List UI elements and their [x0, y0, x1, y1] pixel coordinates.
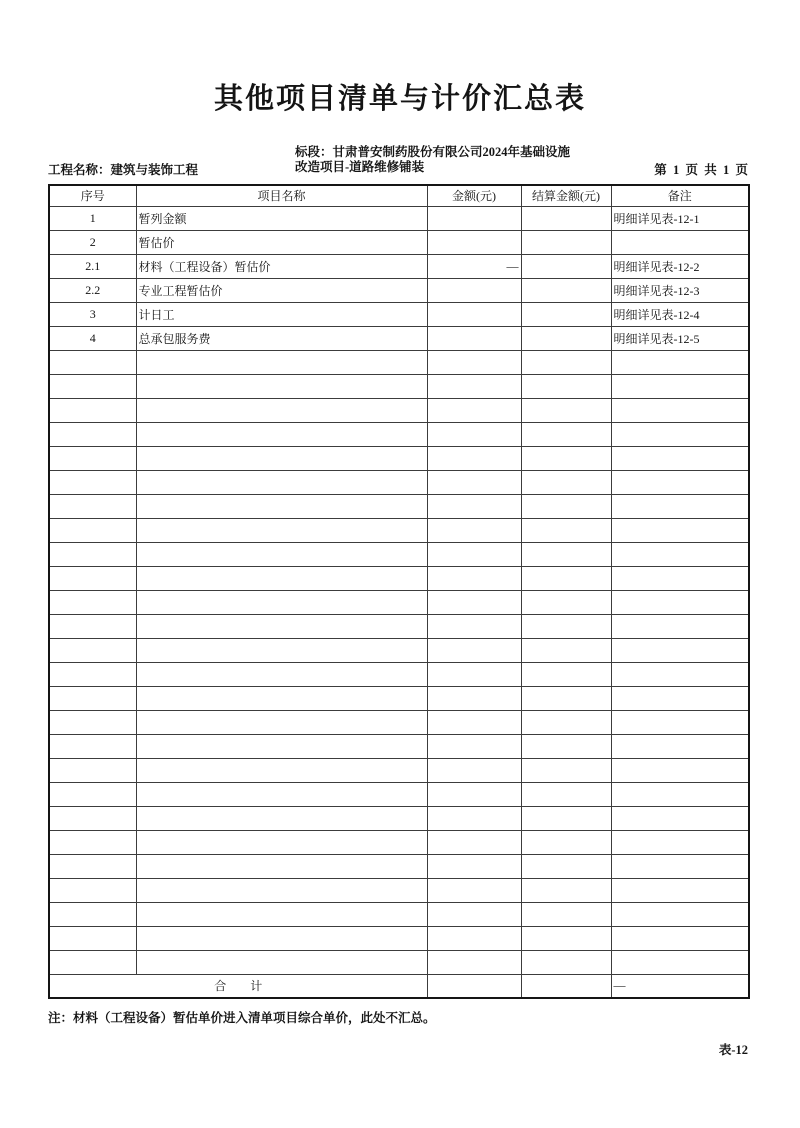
total-settlement-cell: [521, 974, 611, 998]
cell-remark: [611, 566, 749, 590]
table-row: [49, 566, 749, 590]
cell-settlement: [521, 326, 611, 350]
cell-seq: [49, 902, 136, 926]
cell-seq: [49, 830, 136, 854]
cell-item-name: [136, 470, 427, 494]
cell-settlement: [521, 206, 611, 230]
cell-item-name: 总承包服务费: [136, 326, 427, 350]
cell-item-name: [136, 494, 427, 518]
cell-item-name: 计日工: [136, 302, 427, 326]
cell-item-name: [136, 806, 427, 830]
cell-remark: [611, 494, 749, 518]
table-row: [49, 806, 749, 830]
cell-settlement: [521, 614, 611, 638]
cell-settlement: [521, 374, 611, 398]
table-row: [49, 254, 749, 278]
cell-remark: [611, 926, 749, 950]
cell-remark: [611, 422, 749, 446]
cell-settlement: [521, 518, 611, 542]
cell-item-name: [136, 710, 427, 734]
cell-settlement: [521, 686, 611, 710]
cell-seq: 2.2: [49, 278, 136, 302]
cell-seq: [49, 926, 136, 950]
cell-remark: [611, 902, 749, 926]
cell-remark: [611, 782, 749, 806]
table-row: [49, 542, 749, 566]
section-line-1: 标段：甘肃普安制药股份有限公司2024年基础设施: [295, 145, 571, 159]
summary-table-body: [49, 206, 749, 974]
cell-item-name: [136, 950, 427, 974]
cell-amount: [427, 734, 521, 758]
table-row: [49, 710, 749, 734]
cell-amount: [427, 422, 521, 446]
header-cell-item-name: 项目名称: [136, 185, 427, 206]
cell-item-name: [136, 542, 427, 566]
table-row: [49, 206, 749, 230]
total-remark-cell: —: [611, 974, 749, 998]
cell-remark: [611, 446, 749, 470]
cell-settlement: [521, 566, 611, 590]
table-row: [49, 422, 749, 446]
form-code: 表-12: [718, 1043, 748, 1057]
table-row: [49, 662, 749, 686]
table-row: [49, 686, 749, 710]
cell-seq: [49, 542, 136, 566]
total-label-cell: 合 计: [49, 974, 427, 998]
cell-amount: [427, 902, 521, 926]
cell-amount: [427, 494, 521, 518]
cell-amount: —: [427, 254, 521, 278]
cell-amount: [427, 662, 521, 686]
cell-amount: [427, 638, 521, 662]
cell-settlement: [521, 950, 611, 974]
cell-remark: [611, 230, 749, 254]
cell-remark: [611, 614, 749, 638]
cell-remark: 明细详见表-12-1: [611, 206, 749, 230]
cell-remark: [611, 734, 749, 758]
cell-amount: [427, 518, 521, 542]
cell-settlement: [521, 302, 611, 326]
cell-settlement: [521, 662, 611, 686]
cell-seq: [49, 734, 136, 758]
table-row: [49, 374, 749, 398]
cell-remark: [611, 590, 749, 614]
cell-item-name: [136, 398, 427, 422]
table-row: [49, 638, 749, 662]
cell-seq: [49, 950, 136, 974]
cell-settlement: [521, 542, 611, 566]
cell-settlement: [521, 494, 611, 518]
cell-seq: [49, 686, 136, 710]
cell-settlement: [521, 902, 611, 926]
cell-item-name: [136, 734, 427, 758]
cell-settlement: [521, 782, 611, 806]
table-row: [49, 470, 749, 494]
cell-seq: [49, 878, 136, 902]
cell-item-name: [136, 518, 427, 542]
cell-seq: [49, 494, 136, 518]
table-row: [49, 950, 749, 974]
cell-remark: [611, 398, 749, 422]
cell-seq: 2: [49, 230, 136, 254]
cell-item-name: [136, 374, 427, 398]
cell-amount: [427, 806, 521, 830]
cell-settlement: [521, 830, 611, 854]
table-header-row: [49, 185, 749, 206]
table-row: [49, 902, 749, 926]
cell-seq: [49, 758, 136, 782]
cell-item-name: [136, 686, 427, 710]
cell-amount: [427, 542, 521, 566]
cell-amount: [427, 926, 521, 950]
table-row: [49, 326, 749, 350]
cell-amount: [427, 686, 521, 710]
cell-amount: [427, 470, 521, 494]
cell-remark: [611, 950, 749, 974]
cell-amount: [427, 302, 521, 326]
cell-settlement: [521, 470, 611, 494]
cell-item-name: 材料（工程设备）暂估价: [136, 254, 427, 278]
table-row: [49, 614, 749, 638]
cell-amount: [427, 398, 521, 422]
table-row: [49, 278, 749, 302]
cell-remark: [611, 638, 749, 662]
cell-item-name: [136, 614, 427, 638]
cell-remark: [611, 710, 749, 734]
cell-settlement: [521, 590, 611, 614]
page-title: 其他项目清单与计价汇总表: [213, 83, 586, 115]
cell-amount: [427, 710, 521, 734]
cell-seq: 1: [49, 206, 136, 230]
cell-seq: 2.1: [49, 254, 136, 278]
cell-item-name: [136, 878, 427, 902]
table-row: [49, 854, 749, 878]
cell-item-name: [136, 638, 427, 662]
cell-seq: [49, 614, 136, 638]
table-row: [49, 518, 749, 542]
cell-amount: [427, 374, 521, 398]
cell-amount: [427, 614, 521, 638]
cell-seq: [49, 638, 136, 662]
cell-seq: [49, 470, 136, 494]
header-cell-settlement: 结算金额(元): [521, 185, 611, 206]
table-row: [49, 758, 749, 782]
section-label: [295, 145, 570, 174]
cell-item-name: [136, 350, 427, 374]
table-row: [49, 494, 749, 518]
cell-amount: [427, 446, 521, 470]
cell-seq: [49, 854, 136, 878]
cell-remark: [611, 806, 749, 830]
cell-settlement: [521, 734, 611, 758]
header-cell-seq: 序号: [49, 185, 136, 206]
cell-remark: [611, 878, 749, 902]
table-row: [49, 302, 749, 326]
cell-remark: 明细详见表-12-5: [611, 326, 749, 350]
table-row: [49, 734, 749, 758]
cell-item-name: [136, 830, 427, 854]
section-line-2: 改造项目-道路维修铺装: [295, 159, 425, 174]
table-row: [49, 878, 749, 902]
cell-amount: [427, 854, 521, 878]
cell-item-name: [136, 854, 427, 878]
cell-remark: 明细详见表-12-3: [611, 278, 749, 302]
cell-amount: [427, 230, 521, 254]
cell-settlement: [521, 878, 611, 902]
cell-settlement: [521, 854, 611, 878]
cell-remark: [611, 350, 749, 374]
cell-seq: [49, 566, 136, 590]
cell-item-name: [136, 590, 427, 614]
table-row: [49, 590, 749, 614]
cell-seq: [49, 350, 136, 374]
cell-remark: [611, 542, 749, 566]
cell-seq: 3: [49, 302, 136, 326]
cell-settlement: [521, 278, 611, 302]
cell-settlement: [521, 398, 611, 422]
table-row: [49, 926, 749, 950]
footnote: 注：材料（工程设备）暂估单价进入清单项目综合单价，此处不汇总。: [48, 1011, 436, 1025]
cell-settlement: [521, 638, 611, 662]
page-indicator: 第 1 页 共 1 页: [654, 163, 748, 177]
cell-item-name: 暂列金额: [136, 206, 427, 230]
cell-seq: [49, 518, 136, 542]
cell-seq: [49, 662, 136, 686]
cell-amount: [427, 278, 521, 302]
table-row: [49, 398, 749, 422]
cell-seq: [49, 422, 136, 446]
header-cell-amount: 金额(元): [427, 185, 521, 206]
cell-item-name: [136, 758, 427, 782]
cell-amount: [427, 326, 521, 350]
cell-amount: [427, 758, 521, 782]
cell-settlement: [521, 806, 611, 830]
cell-item-name: [136, 782, 427, 806]
cell-remark: [611, 758, 749, 782]
cell-settlement: [521, 926, 611, 950]
cell-remark: 明细详见表-12-2: [611, 254, 749, 278]
table-row: [49, 830, 749, 854]
cell-item-name: 暂估价: [136, 230, 427, 254]
cell-item-name: [136, 662, 427, 686]
cell-seq: [49, 374, 136, 398]
table-row: [49, 782, 749, 806]
summary-table: [48, 184, 750, 999]
cell-remark: [611, 662, 749, 686]
table-row: [49, 446, 749, 470]
cell-remark: [611, 854, 749, 878]
cell-amount: [427, 830, 521, 854]
cell-settlement: [521, 710, 611, 734]
cell-remark: [611, 470, 749, 494]
cell-seq: [49, 398, 136, 422]
table-row: [49, 350, 749, 374]
project-name-label: 工程名称：建筑与装饰工程: [48, 163, 199, 177]
cell-settlement: [521, 350, 611, 374]
cell-settlement: [521, 422, 611, 446]
cell-amount: [427, 590, 521, 614]
cell-amount: [427, 782, 521, 806]
cell-item-name: [136, 446, 427, 470]
cell-remark: [611, 686, 749, 710]
total-row: [49, 974, 749, 998]
cell-seq: [49, 710, 136, 734]
cell-item-name: [136, 926, 427, 950]
cell-item-name: 专业工程暂估价: [136, 278, 427, 302]
cell-amount: [427, 950, 521, 974]
cell-item-name: [136, 902, 427, 926]
cell-remark: [611, 374, 749, 398]
header-cell-remark: 备注: [611, 185, 749, 206]
cell-seq: [49, 782, 136, 806]
cell-remark: [611, 830, 749, 854]
cell-settlement: [521, 446, 611, 470]
cell-seq: [49, 446, 136, 470]
total-amount-cell: [427, 974, 521, 998]
cell-settlement: [521, 230, 611, 254]
cell-remark: [611, 518, 749, 542]
cell-seq: 4: [49, 326, 136, 350]
cell-amount: [427, 566, 521, 590]
cell-item-name: [136, 422, 427, 446]
cell-amount: [427, 878, 521, 902]
cell-amount: [427, 350, 521, 374]
table-row: [49, 230, 749, 254]
cell-seq: [49, 806, 136, 830]
cell-item-name: [136, 566, 427, 590]
cell-settlement: [521, 254, 611, 278]
cell-settlement: [521, 758, 611, 782]
cell-seq: [49, 590, 136, 614]
cell-amount: [427, 206, 521, 230]
cell-remark: 明细详见表-12-4: [611, 302, 749, 326]
